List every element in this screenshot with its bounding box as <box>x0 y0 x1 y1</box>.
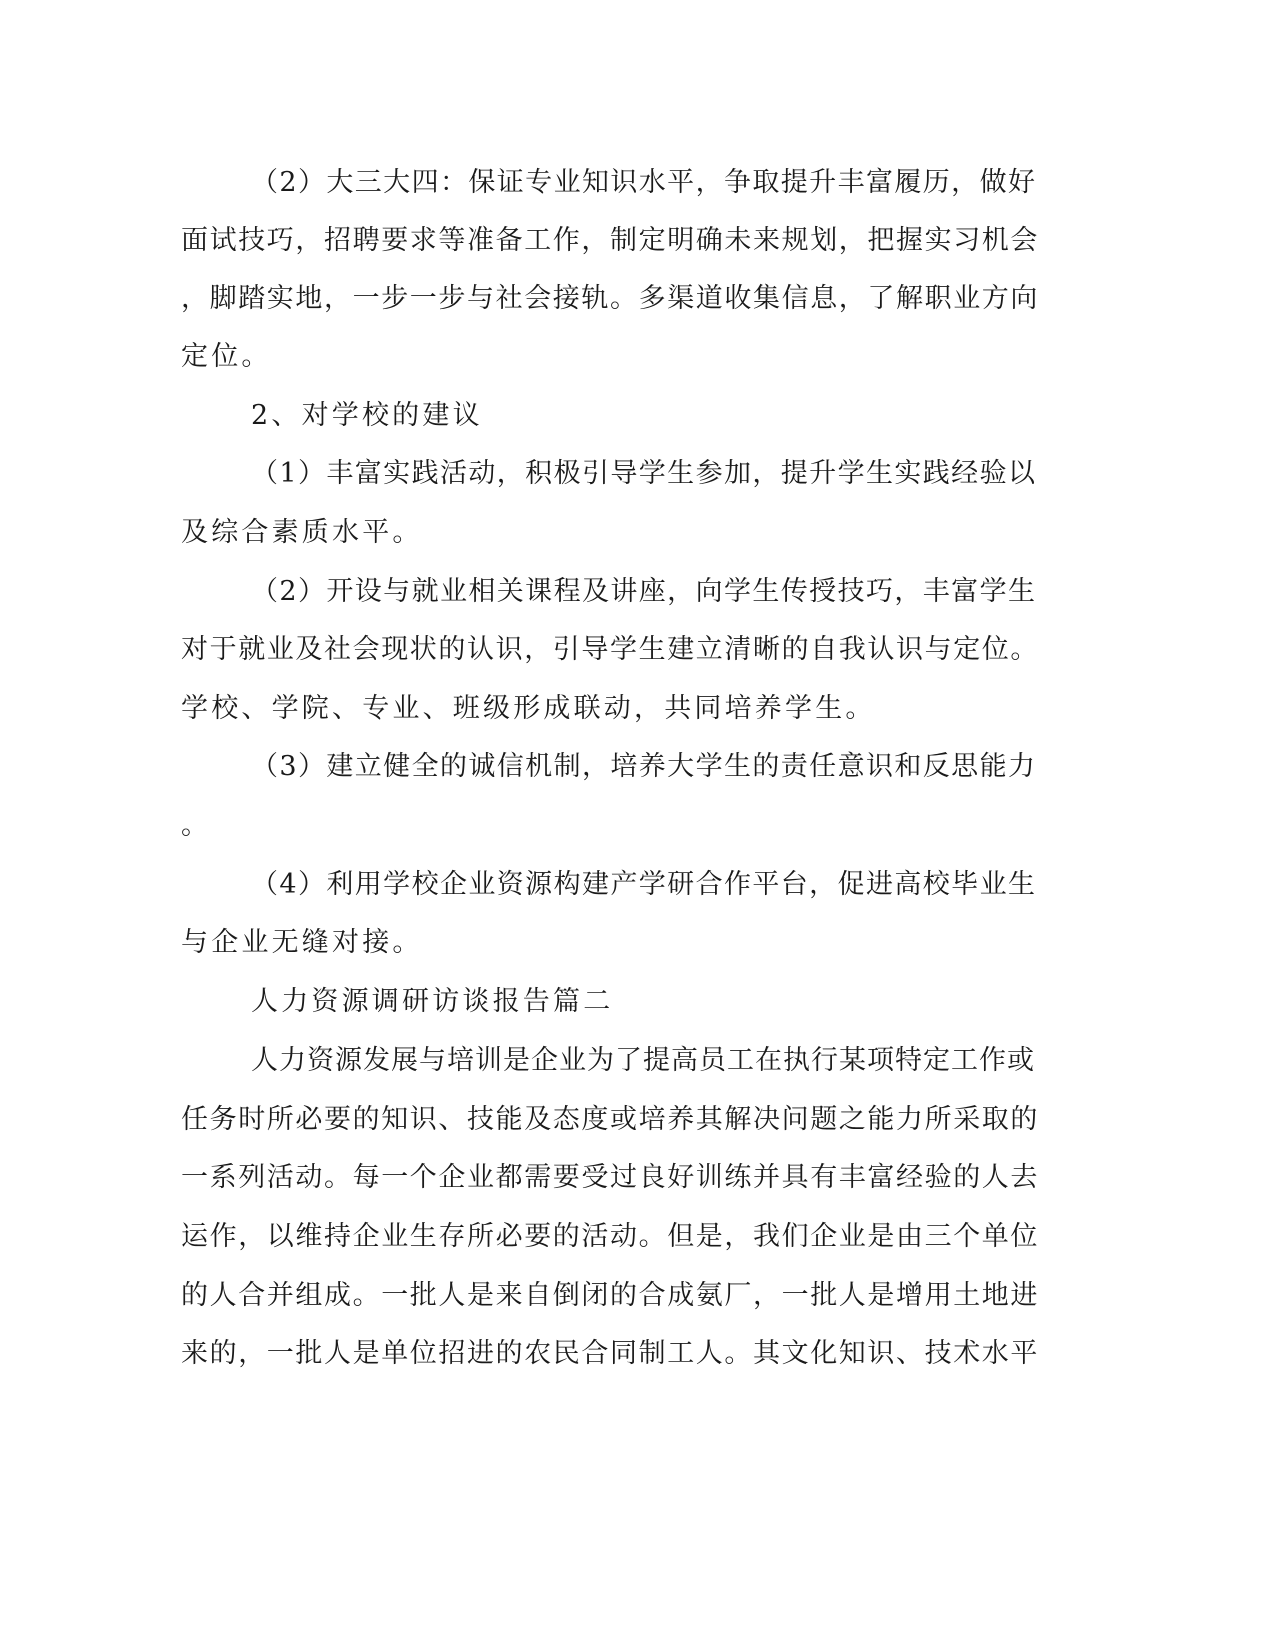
section-heading: 2、对学校的建议 <box>251 400 483 431</box>
paragraph-line: 一系列活动。每一个企业都需要受过良好训练并具有丰富经验的人去 <box>181 1162 1039 1193</box>
paragraph-line: 面试技巧，招聘要求等准备工作，制定明确未来规划，把握实习机会 <box>181 225 1039 256</box>
paragraph-line: （4）利用学校企业资源构建产学研合作平台，促进高校毕业生 <box>251 869 1037 900</box>
paragraph-line: 及综合素质水平。 <box>181 517 423 548</box>
paragraph-line: 运作，以维持企业生存所必要的活动。但是，我们企业是由三个单位 <box>181 1221 1039 1252</box>
paragraph-line: 人力资源发展与培训是企业为了提高员工在执行某项特定工作或 <box>251 1045 1035 1076</box>
paragraph-line: 的人合并组成。一批人是来自倒闭的合成氨厂，一批人是增用土地进 <box>181 1280 1039 1311</box>
paragraph-line: （1）丰富实践活动，积极引导学生参加，提升学生实践经验以 <box>251 458 1037 489</box>
paragraph-line: 定位。 <box>181 341 272 372</box>
paragraph-line: （3）建立健全的诚信机制，培养大学生的责任意识和反思能力 <box>251 751 1037 782</box>
paragraph-line: 。 <box>181 810 212 841</box>
paragraph-line: （2）大三大四：保证专业知识水平，争取提升丰富履历，做好 <box>251 167 1037 198</box>
paragraph-line: 来的，一批人是单位招进的农民合同制工人。其文化知识、技术水平 <box>181 1338 1039 1369</box>
paragraph-line: 学校、学院、专业、班级形成联动，共同培养学生。 <box>181 693 876 724</box>
paragraph-line: （2）开设与就业相关课程及讲座，向学生传授技巧，丰富学生 <box>251 576 1037 607</box>
paragraph-line: 与企业无缝对接。 <box>181 927 423 958</box>
paragraph-line: 任务时所必要的知识、技能及态度或培养其解决问题之能力所采取的 <box>181 1104 1039 1135</box>
section-heading: 人力资源调研访谈报告篇二 <box>251 986 614 1017</box>
paragraph-line: ，脚踏实地，一步一步与社会接轨。多渠道收集信息，了解职业方向 <box>181 283 1039 314</box>
paragraph-line: 对于就业及社会现状的认识，引导学生建立清晰的自我认识与定位。 <box>181 634 1039 665</box>
